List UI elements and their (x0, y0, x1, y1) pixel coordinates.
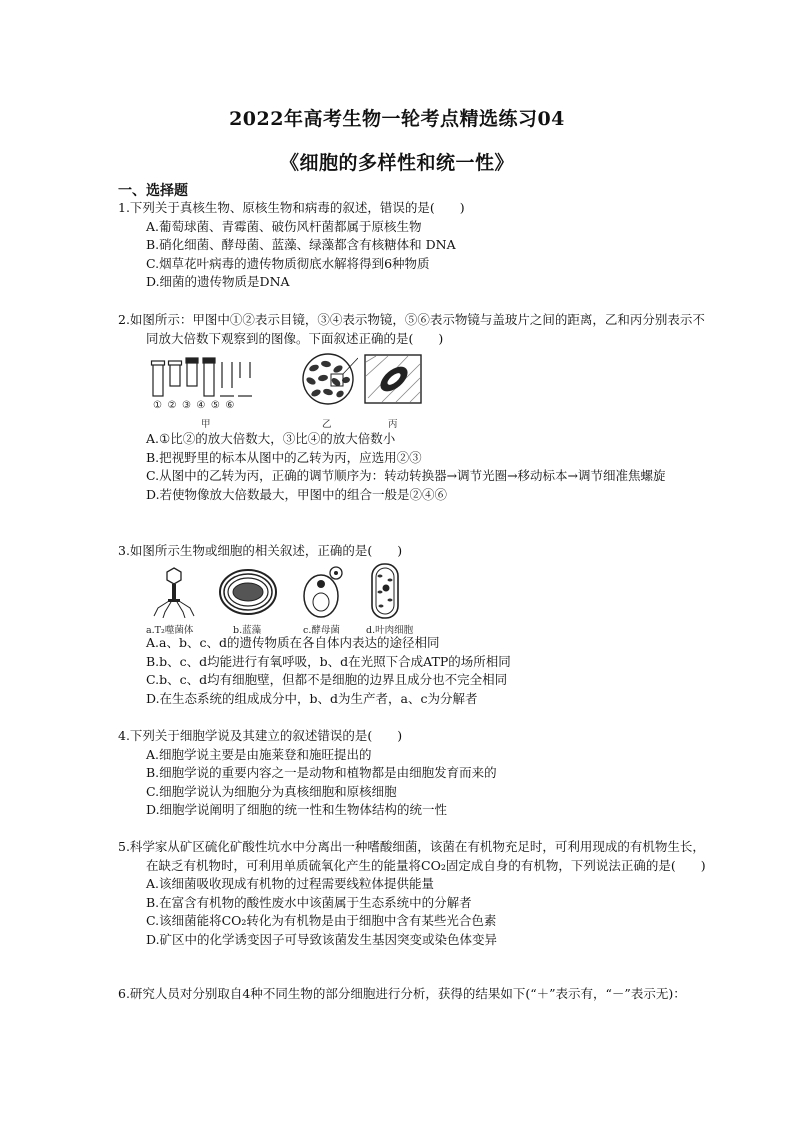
document-title: 2022年高考生物一轮考点精选练习04 (229, 108, 565, 130)
view-bing-figure (364, 354, 422, 404)
question-1-option-b: B.硝化细菌、酵母菌、蓝藻、绿藻都含有核糖体和 DNA (146, 237, 456, 252)
objective-3 (186, 358, 198, 386)
figure-caption-b: b.蓝藻 (233, 625, 262, 636)
bacteriophage-figure (148, 566, 200, 618)
question-4-option-c: C.细胞学说认为细胞分为真核细胞和原核细胞 (146, 783, 397, 799)
figure-caption-c: c.酵母菌 (303, 625, 340, 636)
question-3 (118, 542, 708, 561)
question-2-option-b: B.把视野里的标本从图中的乙转为丙，应选用②③ (146, 449, 422, 465)
cyanobacteria-figure (218, 568, 278, 616)
lens-labels: ①②③④⑤⑥ (153, 400, 240, 411)
eyepiece-1 (152, 361, 165, 396)
yeast-figure (300, 564, 346, 620)
question-4-option-b: B.细胞学说的重要内容之一是动物和植物都是由细胞发育而来的 (146, 765, 497, 780)
question-2-option-d: D.若使物像放大倍数最大，甲图中的组合一般是②④⑥ (146, 486, 448, 502)
question-3-option-a: A.a、b、c、d的遗传物质在各自体内表达的途径相同 (146, 635, 440, 650)
question-2 (118, 311, 708, 348)
question-3-option-b: B.b、c、d均能进行有氧呼吸，b、d在光照下合成ATP的场所相同 (146, 653, 511, 669)
figure-caption-bing: 丙 (388, 419, 398, 430)
eyepiece-2 (169, 361, 182, 386)
question-1-option-a: A.葡萄球菌、青霉菌、破伤风杆菌都属于原核生物 (146, 218, 422, 234)
question-5 (118, 838, 708, 949)
question-3-stem: 3.如图所示生物或细胞的相关叙述，正确的是( ) (118, 543, 403, 558)
question-4-stem: 4.下列关于细胞学说及其建立的叙述错误的是( ) (118, 728, 403, 743)
view-yi-figure (298, 352, 358, 406)
question-1-option-c: C.烟草花叶病毒的遗传物质彻底水解将得到6种物质 (146, 255, 430, 271)
question-5-option-c: C.该细菌能将CO₂转化为有机物是由于细胞中含有某些光合色素 (146, 913, 497, 928)
objective-4 (203, 358, 215, 396)
question-3-option-d: D.在生态系统的组成成分中，b、d为生产者，a、c为分解者 (146, 690, 478, 706)
question-3-options (118, 634, 708, 708)
question-6-stem: 6.研究人员对分别取自4种不同生物的部分细胞进行分析，获得的结果如下(“＋”表示有，“－”表示无)： (118, 986, 686, 1001)
question-2-options (118, 430, 708, 504)
figure-caption-yi: 乙 (322, 419, 332, 430)
question-4-option-d: D.细胞学说阐明了细胞的统一性和生物体结构的统一性 (146, 802, 448, 817)
distance-6 (238, 362, 252, 396)
question-6 (118, 985, 708, 1004)
question-4-option-a: A.细胞学说主要是由施莱登和施旺提出的 (146, 746, 372, 762)
figure-caption-d: d.叶肉细胞 (366, 625, 414, 636)
distance-5 (220, 362, 234, 396)
leaf-cell-figure (370, 562, 400, 620)
question-5-option-d: D.矿区中的化学诱变因子可导致该菌发生基因突变或染色体变异 (146, 931, 498, 947)
figure-caption-a: a.T₂噬菌体 (146, 625, 194, 636)
question-1-stem: 1.下列关于真核生物、原核生物和病毒的叙述，错误的是( ) (118, 200, 465, 215)
section-heading: 一、选择题 (118, 183, 188, 199)
document-subtitle: 《细胞的多样性和统一性》 (279, 152, 514, 174)
figure-caption-jia: 甲 (201, 419, 211, 430)
question-2-stem: 2.如图所示：甲图中①②表示目镜，③④表示物镜，⑤⑥表示物镜与盖玻片之间的距离，乙和丙分别表示不同放大倍数下观察到的图像。下面叙述正确的是( ) (118, 312, 705, 346)
question-2-option-c: C.从图中的乙转为丙，正确的调节顺序为：转动转换器→调节光圈→移动标本→调节细准焦螺旋 (146, 468, 666, 483)
question-2-option-a: A.①比②的放大倍数大，③比④的放大倍数小 (146, 431, 396, 446)
question-4 (118, 727, 708, 820)
question-1-option-d: D.细菌的遗传物质是DNA (146, 274, 290, 289)
question-5-stem: 5.科学家从矿区硫化矿酸性坑水中分离出一种嗜酸细菌，该菌在有机物充足时，可利用现成的有机物生长，在缺乏有机物时，可利用单质硫氧化产生的能量将CO₂固定成自身的有机物，下列说法正确的是( ) (118, 839, 706, 873)
question-5-option-a: A.该细菌吸收现成有机物的过程需要线粒体提供能量 (146, 876, 435, 891)
question-5-option-b: B.在富含有机物的酸性废水中该菌属于生态系统中的分解者 (146, 894, 472, 910)
question-1 (118, 199, 708, 292)
question-3-option-c: C.b、c、d均有细胞壁，但都不是细胞的边界且成分也不完全相同 (146, 672, 508, 687)
